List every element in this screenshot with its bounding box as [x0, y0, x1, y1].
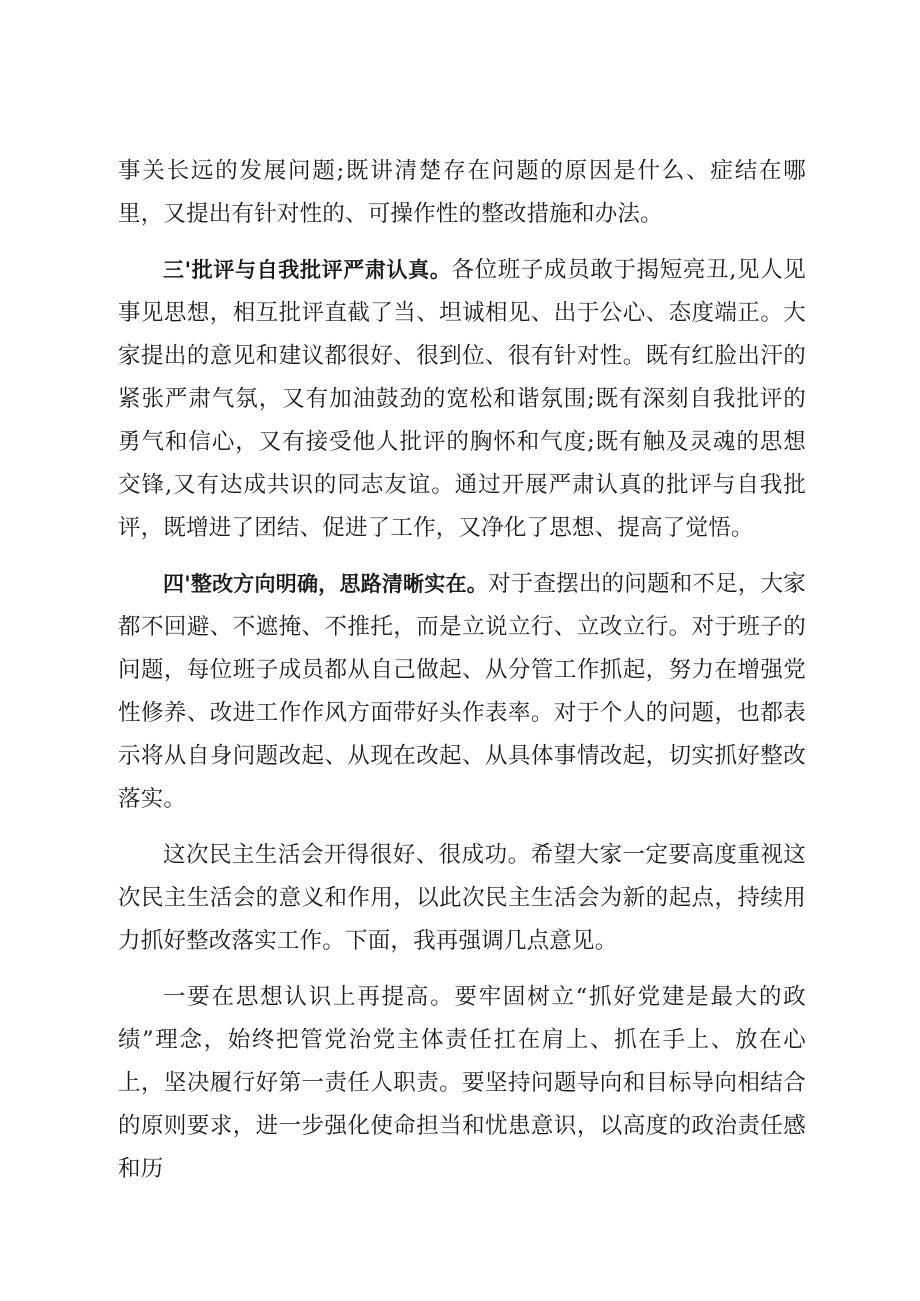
- document-body: [118, 150, 806, 1204]
- paragraph-text: 各位班子成员敢于揭短亮丑,见人见事见思想，相互批评直截了当、坦诚相见、出于公心、态度端正。大家提出的意见和建议都很好、很到位、很有针对性。既有红脸出汗的紧张严肃气氛，又有加油鼓劲的宽松和谐氛围;既有深刻自我批评的勇气和信心，又有接受他人批评的胸怀和气度;既有触及灵魂的思想交锋,又有达成共识的同志友谊。通过开展严肃认真的批评与自我批评，既增进了团结、促进了工作，又净化了思想、提高了觉悟。: [118, 257, 806, 541]
- paragraph-text: 这次民主生活会开得很好、很成功。希望大家一定要高度重视这次民主生活会的意义和作用，以此次民主生活会为新的起点，持续用力抓好整改落实工作。下面，我再强调几点意见。: [118, 842, 806, 954]
- paragraph-heading: 四'整改方向明确，思路清晰实在。: [163, 572, 488, 596]
- paragraph-text: 事关长远的发展问题;既讲清楚存在问题的原因是什么、症结在哪里，又提出有针对性的、可操作性的整改措施和办法。: [118, 158, 806, 227]
- paragraph-point-four: [118, 563, 806, 821]
- paragraph-text: 对于查摆出的问题和不足，大家都不回避、不遮掩、不推托，而是立说立行、立改立行。对于班子的问题，每位班子成员都从自己做起、从分管工作抓起，努力在增强党性修养、改进工作作风方面带好头作表率。对于个人的问题，也都表示将从自身问题改起、从现在改起、从具体事情改起，切实抓好整改落实。: [118, 571, 806, 812]
- paragraph-summary: [118, 834, 806, 963]
- paragraph-text: 一要在思想认识上再提高。要牢固树立“抓好党建是最大的政绩”理念，始终把管党治党主体责任扛在肩上、抓在手上、放在心上，坚决履行好第一责任人职责。要坚持问题导向和目标导向相结合的原则要求，进一步强化使命担当和忧患意识，以高度的政治责任感和历: [118, 984, 806, 1182]
- paragraph-heading: 三'批评与自我批评严肃认真。: [163, 258, 452, 282]
- paragraph-continuation: [118, 150, 806, 236]
- paragraph-requirement-one: [118, 976, 806, 1191]
- paragraph-point-three: [118, 249, 806, 550]
